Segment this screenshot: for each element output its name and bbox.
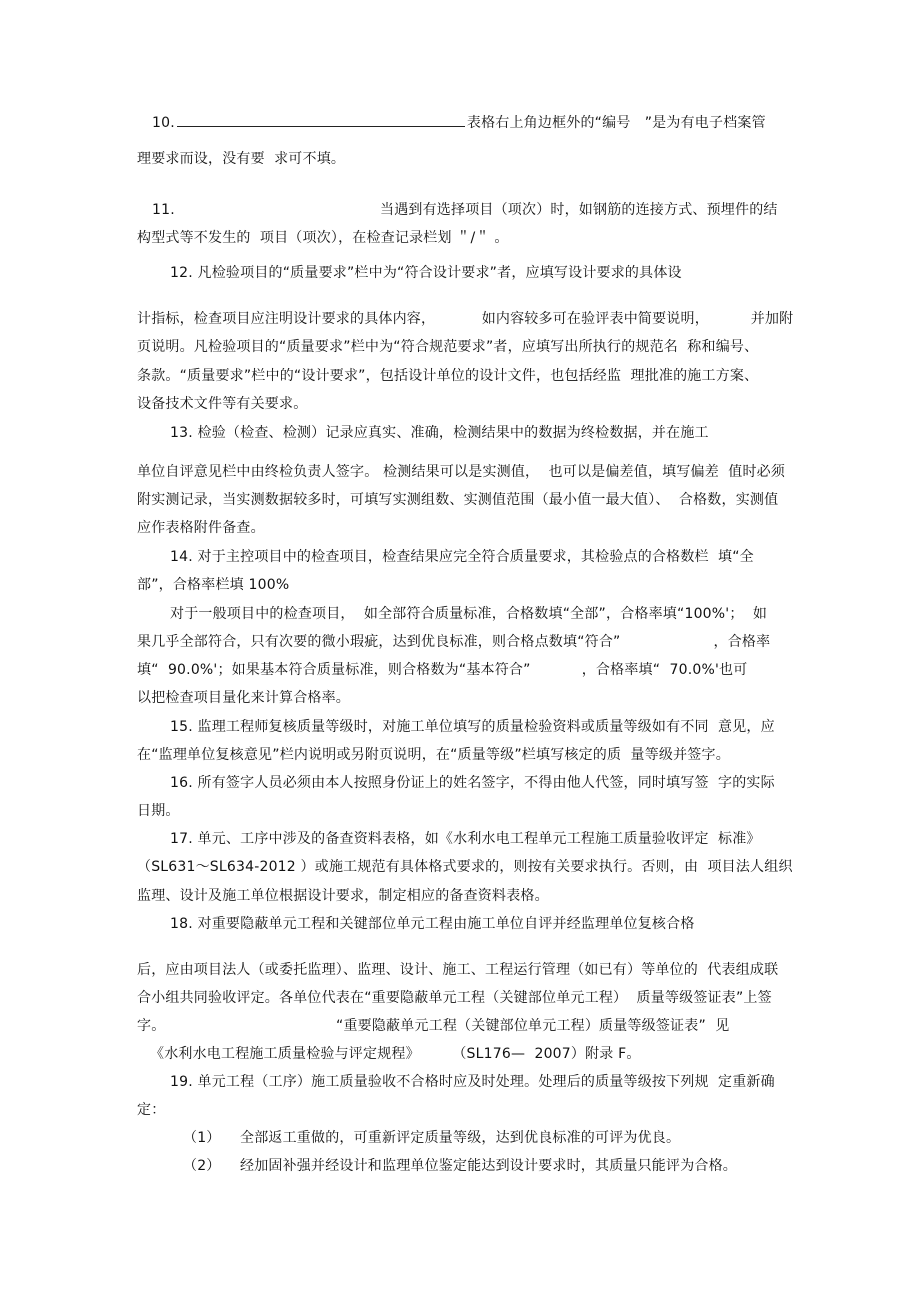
item-13-line-2: 单位自评意见栏中由终检负责人签字。 检测结果可以是实测值， 也可以是偏差值，填写偏差 值时必须 (137, 464, 786, 480)
item-11-line-1: 当遇到有选择项目（项次）时，如钢筋的连接方式、预埋件的结 (380, 202, 778, 218)
item-10-number: 10. (152, 115, 175, 131)
item-17-line-3: 监理、设计及施工单位根据设计要求，制定相应的备查资料表格。 (137, 888, 549, 904)
item-18-line-5: 《水利水电工程施工质量检验与评定规程》 （SL176— 2007）附录 F。 (150, 1046, 641, 1062)
item-18-line-1: 18. 对重要隐蔽单元工程和关键部位单元工程由施工单位自评并经监理单位复核合格 (170, 916, 695, 932)
item-12-line-5: 设备技术文件等有关要求。 (137, 396, 308, 412)
item-14-line-4: 果几乎全部符合，只有次要的微小瑕疵，达到优良标准，则合格点数填“符合” ，合格率 (137, 634, 771, 650)
item-10-line-2: 理要求而设，没有要 求可不填。 (137, 151, 346, 167)
item-19-line-2: 定： (137, 1102, 166, 1118)
item-15-line-2: 在“监理单位复核意见”栏内说明或另附页说明，在“质量等级”栏填写核定的质 量等级并签字。 (137, 747, 730, 763)
item-18-line-2: 后，应由项目法人（或委托监理）、监理、设计、施工、工程运行管理（如已有）等单位的 代表组成联 (137, 962, 779, 978)
item-10-line-1 (152, 112, 766, 133)
item-16-line-2: 日期。 (137, 803, 180, 819)
item-12-line-1: 12. 凡检验项目的“质量要求”栏中为“符合设计要求”者，应填写设计要求的具体设 (170, 265, 682, 281)
item-12-line-4: 条款。“质量要求”栏中的“设计要求”，包括设计单位的设计文件，也包括经监 理批准的施工方案、 (137, 368, 759, 384)
item-18-line-4a: 字。 (137, 1018, 166, 1034)
item-11-number: 11. (152, 202, 175, 218)
item-16-line-1: 16. 所有签字人员必须由本人按照身份证上的姓名签字，不得由他人代签，同时填写签 字的实际 (170, 775, 775, 791)
item-17-line-2: （SL631～SL634-2012 ）或施工规范有具体格式要求的，则按有关要求执行。否则，由 项目法人组织 (137, 859, 793, 875)
sub-item-2-number: （2） (183, 1158, 221, 1174)
sub-item-2-text: 经加固补强并经设计和监理单位鉴定能达到设计要求时，其质量只能评为合格。 (240, 1158, 737, 1174)
item-11-line-2: 构型式等不发生的 项目（项次），在检查记录栏划 ＂/＂ 。 (137, 230, 509, 246)
sub-item-1-text: 全部返工重做的，可重新评定质量等级，达到优良标准的可评为优良。 (240, 1130, 681, 1146)
item-14-line-2: 部”，合格率栏填 100% (137, 577, 290, 593)
item-13-line-4: 应作表格附件备查。 (137, 520, 265, 536)
item-14-line-3: 对于一般项目中的检查项目， 如全部符合质量标准，合格数填“全部”，合格率填“100%'； 如 (170, 606, 768, 622)
item-15-line-1: 15. 监理工程师复核质量等级时，对施工单位填写的质量检验资料或质量等级如有不同 意见，应 (170, 719, 775, 735)
item-12-line-3: 页说明。凡检验项目的“质量要求”栏中为“符合规范要求”者，应填写出所执行的规范名 称和编号、 (137, 339, 759, 355)
item-13-line-1: 13. 检验（检查、检测）记录应真实、准确，检测结果中的数据为终检数据，并在施工 (170, 425, 709, 441)
item-13-line-3: 附实测记录，当实测数据较多时，可填写实测组数、实测值范围（最小值一最大值）、 合格数，实测值 (137, 492, 779, 508)
item-19-line-1: 19. 单元工程（工序）施工质量验收不合格时应及时处理。处理后的质量等级按下列规 定重新确 (170, 1074, 775, 1090)
item-14-line-1: 14. 对于主控项目中的检查项目，检查结果应完全符合质量要求，其检验点的合格数栏 填“全 (170, 549, 754, 565)
item-14-line-6: 以把检查项目量化来计算合格率。 (137, 690, 350, 706)
item-12-line-2: 计指标，检查项目应注明设计要求的具体内容， 如内容较多可在验评表中简要说明， 并加附 (137, 311, 794, 327)
fill-in-blank (177, 112, 465, 127)
item-10-text: 表格右上角边框外的“编号 ”是为有电子档案管 (466, 115, 766, 131)
item-17-line-1: 17. 单元、工序中涉及的备查资料表格，如《水利水电工程单元工程施工质量验收评定 标准》 (170, 831, 761, 847)
item-18-line-3: 合小组共同验收评定。各单位代表在“重要隐蔽单元工程（关键部位单元工程） 质量等级签证表”上签 (137, 990, 772, 1006)
sub-item-1-number: （1） (183, 1130, 221, 1146)
item-14-line-5: 填“ 90.0%'；如果基本符合质量标准，则合格数为“基本符合” ，合格率填“ 70.0%'也可 (137, 662, 748, 678)
item-18-line-4b: “重要隐蔽单元工程（关键部位单元工程）质量等级签证表” 见 (336, 1018, 730, 1034)
